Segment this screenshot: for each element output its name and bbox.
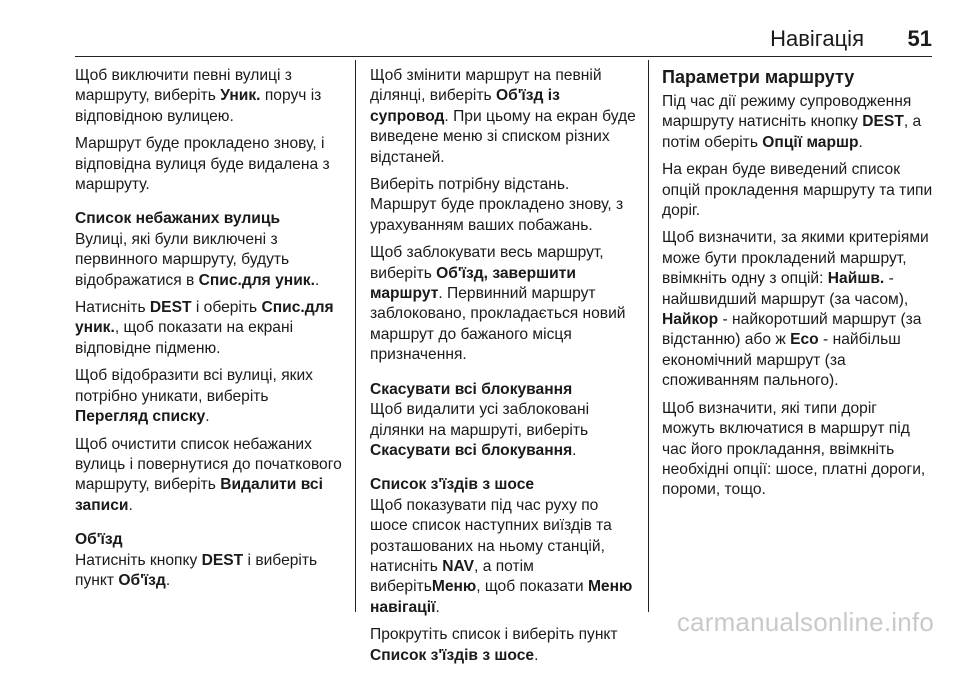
column-2 xyxy=(370,66,636,673)
column-3 xyxy=(662,66,934,508)
paragraph: Щоб визначити, за якими критеріями може бути прокладений маршрут, ввімкніть одну з опцій: Найшв. - найшвидший маршрут (за часом), Найкор - найкоротший маршрут (за відстанню) або ж Eco - найбільш економічний маршрут (за споживанням пального). xyxy=(662,229,929,390)
heading-cancel-blocks: Скасувати всі блокування xyxy=(370,380,573,398)
paragraph: Щоб показувати під час руху по шосе список наступних виїздів та розташованих на ньому станцій, натисніть NAV, а потім виберітьМеню, щоб показати Меню навігації. xyxy=(370,496,633,616)
paragraph: Виберіть потрібну відстань. Маршрут буде прокладено знову, з урахуванням ваших побажань. xyxy=(370,176,624,234)
header-divider xyxy=(75,56,932,57)
paragraph: Щоб змінити маршрут на певній ділянці, виберіть Об'їзд із супровод. При цьому на екран буде виведене меню зі списком різних відстаней. xyxy=(370,67,636,166)
paragraph: Щоб очистити список небажаних вулиць і повернутися до початкового маршруту, виберіть Видалити всі записи. xyxy=(75,435,342,514)
paragraph: Щоб заблокувати весь маршрут, виберіть Об'їзд, завершити маршрут. Первинний маршрут заблоковано, прокладається новий маршрут до бажаного місця призначення. xyxy=(370,244,626,364)
paragraph: Вулиці, які були виключені з первинного маршруту, будуть відображатися в Спис.для уник.. xyxy=(75,230,320,289)
column-1 xyxy=(75,66,343,598)
column-divider-2 xyxy=(648,60,649,612)
page-header xyxy=(0,0,960,54)
section-title: Навігація xyxy=(770,26,864,51)
paragraph: На екран буде виведений список опцій прокладення маршруту та типи доріг. xyxy=(662,161,933,220)
paragraph: Щоб виключити певні вулиці з маршруту, виберіть Уник. поруч із відповідною вулицею. xyxy=(75,67,322,125)
heading-exit-list: Список з'їздів з шосе xyxy=(370,476,535,494)
paragraph: Прокрутіть список і виберіть пункт Список з'їздів з шосе. xyxy=(370,626,618,664)
paragraph: Щоб відобразити всі вулиці, яких потрібно уникати, виберіть Перегляд списку. xyxy=(75,367,313,426)
paragraph: Щоб видалити усі заблоковані ділянки на маршруті, виберіть Скасувати всі блокування. xyxy=(370,401,590,459)
column-divider-1 xyxy=(355,60,356,612)
heading-detour: Об'їзд xyxy=(75,531,123,549)
paragraph: Натисніть кнопку DEST і виберіть пункт Об'їзд. xyxy=(75,551,318,589)
paragraph: Під час дії режиму супроводження маршруту натисніть кнопку DEST, а потім оберіть Опції маршр. xyxy=(662,93,922,151)
paragraph: Натисніть DEST і оберіть Спис.для уник., щоб показати на екрані відповідне підменю. xyxy=(75,299,334,357)
paragraph: Щоб визначити, які типи доріг можуть включатися в маршрут під час його прокладання, ввімкніть необхідні опції: шосе, платні дороги, пороми, тощо. xyxy=(662,399,926,499)
watermark: carmanualsonline.info xyxy=(676,607,934,637)
heading-route-options: Параметри маршруту xyxy=(662,67,855,87)
paragraph: Маршрут буде прокладено знову, і відповідна вулиця буде видалена з маршруту. xyxy=(75,135,330,194)
heading-avoid-list: Список небажаних вулиць xyxy=(75,210,281,228)
page-number: 51 xyxy=(907,26,932,51)
